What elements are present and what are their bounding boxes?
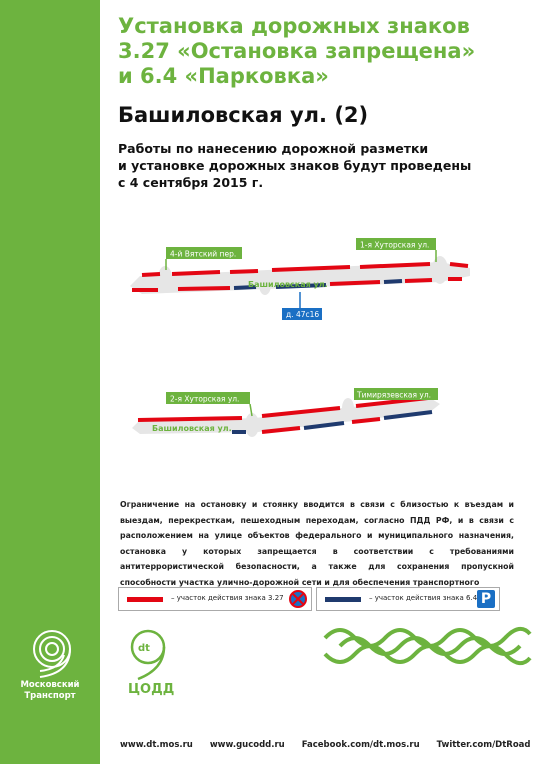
map1-red-marking [172, 272, 220, 274]
map1-label-street: Башиловская ул. [248, 280, 328, 289]
map1-red-marking [142, 274, 160, 275]
schedule-line-1: Работы по нанесению дорожной разметки [118, 141, 429, 156]
street-title: Башиловская ул. (2) [118, 103, 369, 127]
map1-crossing-right [432, 256, 448, 284]
map1-crossing-left [158, 266, 172, 290]
footer-link-facebook[interactable]: Facebook.com/dt.mos.ru [301, 740, 420, 750]
title-line-2: 3.27 «Остановка запрещена» [118, 39, 476, 63]
map1-red-marking [405, 280, 432, 281]
codd-logo-text: ЦОДД [128, 682, 175, 697]
map2-crossing-right [342, 398, 354, 418]
footer-link-dt[interactable]: www.dt.mos.ru [120, 740, 193, 750]
map1-label-vyatsky: 4-й Вятский пер. [170, 249, 237, 259]
map-2 [132, 388, 440, 437]
moscow-transport-logo-icon [10, 625, 90, 680]
map2-crossing-left [245, 413, 259, 437]
map1-red-marking [230, 271, 258, 272]
mt-text-line-2: Транспорт [24, 691, 76, 701]
footer-link-twitter[interactable]: Twitter.com/DtRoad [436, 740, 531, 750]
footer-link-gucodd[interactable]: www.gucodd.ru [209, 740, 285, 750]
map1-label-khutorskaya: 1-я Хуторская ул. [360, 240, 430, 250]
mt-text-line-1: Московский [20, 680, 80, 690]
title-line-3: и 6.4 «Парковка» [118, 64, 329, 88]
map2-label-khutorskaya: 2-я Хуторская ул. [170, 394, 240, 404]
title-line-1: Установка дорожных знаков [118, 14, 470, 38]
map-1 [130, 238, 470, 320]
legend-red-text: – участок действия знака 3.27 [171, 594, 284, 602]
moscow-transport-logo-text [0, 680, 100, 702]
legend-no-stopping [118, 587, 312, 611]
map1-blue-marking [384, 281, 402, 282]
map2-red-marking [138, 418, 242, 420]
no-stopping-sign-icon [289, 590, 307, 608]
codd-logo-icon [120, 625, 176, 683]
legend-red-swatch [127, 597, 163, 602]
map1-red-marking [450, 264, 468, 266]
footer-links [120, 740, 540, 750]
restriction-description: Ограничение на остановку и стоянку вводится в связи с близостью к въездам и выездам, перекресткам, пешеходным переходам, согласно ПДД РФ, и в связи с расположением на улице объектов федерального и муниципального назначения, остановка у которых запрещается в соответствии с требованиями антитеррористической безопасности, а также для сохранения пропускной способности участка улично-дорожной сети и для обеспечения транспортного [120, 500, 514, 587]
decorative-wave-pattern [320, 620, 535, 680]
map1-red-marking [330, 282, 380, 284]
schedule-line-2: и установке дорожных знаков будут проведены [118, 158, 472, 173]
map1-red-marking [178, 288, 230, 289]
parking-sign-icon: P [477, 590, 495, 608]
map2-label-timiryazevskaya: Тимирязевская ул. [357, 390, 432, 400]
legend-blue-swatch [325, 597, 361, 602]
map2-label-street: Башиловская ул. [152, 424, 232, 433]
svg-text:dt: dt [138, 643, 150, 654]
map1-house-label: д. 47с16 [286, 310, 320, 319]
legend-blue-text: – участок действия знака 6.4 [369, 594, 478, 602]
schedule-line-3: с 4 сентября 2015 г. [118, 175, 264, 190]
legend-parking [316, 587, 500, 611]
